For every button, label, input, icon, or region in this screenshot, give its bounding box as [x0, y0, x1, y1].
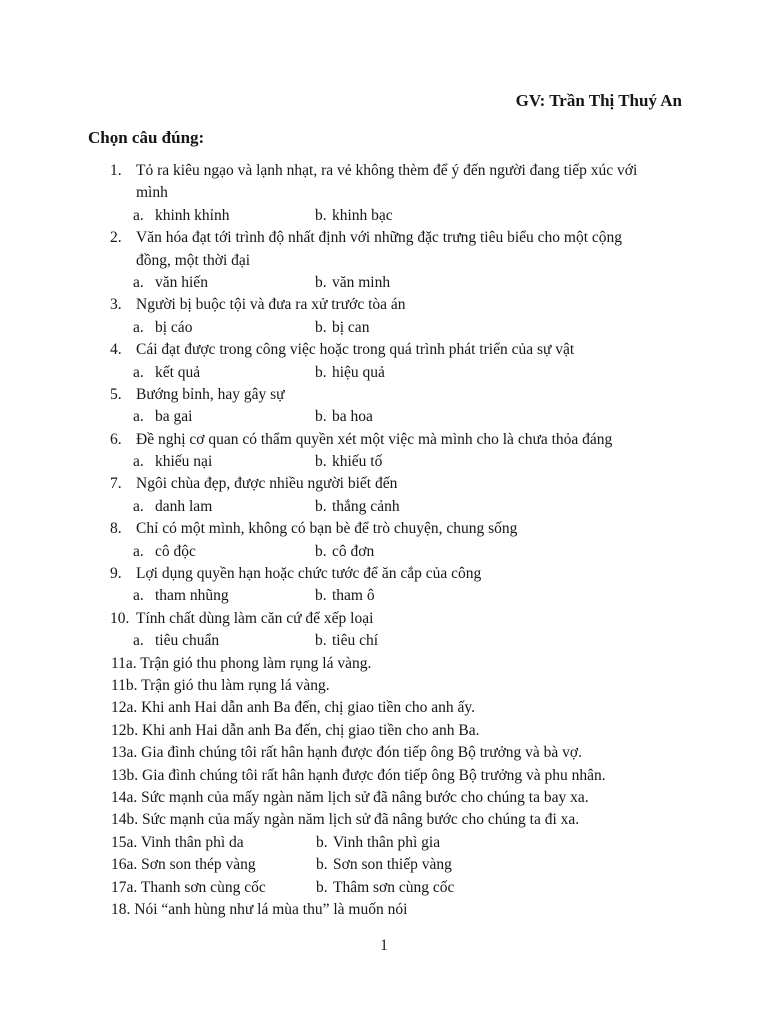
question-text: Đề nghị cơ quan có thẩm quyền xét một việc mà mình cho là chưa thỏa đáng [136, 430, 613, 448]
option-b-text: cô đơn [332, 542, 375, 560]
option-a-text: tiêu chuẩn [155, 632, 220, 650]
sentence-item [0, 809, 768, 831]
option-b [315, 632, 378, 649]
pair-b-text: Thâm sơn cùng cốc [333, 878, 455, 896]
question-text: Cái đạt được trong công việc hoặc trong quá trình phát triển của sự vật [136, 341, 575, 359]
option-b-label: b. [315, 453, 327, 471]
sentence-text: Khi anh Hai dẫn anh Ba đến, chị giao tiền cho anh ấy. [137, 699, 476, 717]
option-b-label: b. [315, 587, 327, 605]
option-b-text: thắng cảnh [332, 497, 400, 515]
question-text: Văn hóa đạt tới trình độ nhất định với những đặc trưng tiêu biểu cho một cộng [136, 229, 623, 247]
item-number: 10. [110, 609, 130, 627]
question-line [0, 518, 768, 540]
option-b [315, 587, 375, 604]
option-a-label: a. [133, 497, 144, 515]
item-number: 15a. [111, 833, 138, 851]
sentence-text: Sức mạnh của mấy ngàn năm lịch sử đã nâng bước cho chúng ta đi xa. [138, 811, 580, 829]
sentence-item [0, 742, 768, 764]
item-number: 13a. [111, 744, 138, 762]
option-b-label: b. [315, 408, 327, 426]
option-b [315, 453, 382, 470]
item-number: 1. [110, 162, 122, 179]
option-b-text: văn minh [332, 273, 391, 291]
pair-b [316, 854, 452, 876]
sentence-item [0, 899, 768, 921]
options-row [0, 630, 768, 652]
question-line [0, 250, 768, 272]
question-line [0, 608, 768, 630]
sentence-text: Gia đình chúng tôi rất hân hạnh được đón tiếp ông Bộ trưởng và bà vợ. [137, 744, 583, 762]
item-number: 6. [110, 430, 122, 448]
sentence-text: Khi anh Hai dẫn anh Ba đến, chị giao tiền cho anh Ba. [138, 721, 480, 739]
option-b [315, 274, 390, 291]
item-number: 18. [111, 900, 131, 918]
sentence-item [0, 653, 768, 675]
option-a [133, 317, 315, 339]
pair-a-text: Sơn son thép vàng [137, 856, 256, 874]
sentence-text: Trận gió thu phong làm rụng lá vàng. [136, 654, 372, 672]
option-a-text: danh lam [155, 497, 213, 515]
pair-b-label: b. [316, 878, 328, 896]
option-a-label: a. [133, 318, 144, 336]
item-number: 13b. [111, 766, 139, 784]
option-a-label: a. [133, 587, 144, 605]
item-number: 11a. [111, 654, 137, 672]
pair-a-text: Thanh sơn cùng cốc [137, 878, 266, 896]
option-b [315, 408, 373, 425]
sentence-item [0, 765, 768, 787]
question-text: Người bị buộc tội và đưa ra xử trước tòa án [136, 296, 406, 314]
question-text: mình [136, 184, 168, 202]
sentence-text: Nói “anh hùng như lá mùa thu” là muốn nói [130, 900, 408, 918]
pair-item [0, 877, 768, 899]
options-row [0, 541, 768, 563]
option-a [133, 541, 315, 563]
option-a [133, 585, 315, 607]
options-row [0, 272, 768, 294]
question-text: Lợi dụng quyền hạn hoặc chức tước để ăn cắp của công [136, 565, 482, 583]
sentence-item [0, 697, 768, 719]
option-a-text: ba gai [155, 408, 193, 426]
option-a [133, 451, 315, 473]
sentence-text: Sức mạnh của mấy ngàn năm lịch sử đã nâng bước cho chúng ta bay xa. [137, 788, 589, 806]
option-a-text: bị cáo [155, 318, 193, 336]
question-line [0, 473, 768, 495]
options-row [0, 496, 768, 518]
pair-b-label: b. [316, 856, 328, 874]
question-line [0, 160, 768, 182]
option-b-text: tiêu chí [332, 632, 379, 650]
options-row [0, 451, 768, 473]
option-a-label: a. [133, 363, 144, 381]
option-b-text: bị can [332, 318, 370, 336]
item-number: 7. [110, 475, 122, 493]
option-b-label: b. [315, 497, 327, 515]
question-text: Ngôi chùa đẹp, được nhiều người biết đến [136, 475, 398, 493]
question-text: đồng, một thời đại [136, 251, 251, 269]
option-b-label: b. [315, 363, 327, 381]
option-b [315, 207, 393, 224]
question-line [0, 294, 768, 316]
option-b-label: b. [315, 206, 327, 224]
item-number: 14a. [111, 788, 138, 806]
pair-b-text: Vinh thân phì gia [333, 833, 441, 851]
pair-b [316, 832, 440, 854]
option-b-text: ba hoa [332, 408, 373, 426]
option-a-label: a. [133, 453, 144, 471]
options-row [0, 205, 768, 227]
question-line [0, 182, 768, 204]
option-a-label: a. [133, 542, 144, 560]
question-line [0, 339, 768, 361]
options-row [0, 585, 768, 607]
section-heading: Chọn câu đúng: [88, 128, 205, 147]
author-line: GV: Trần Thị Thuý An [515, 91, 682, 110]
option-a [133, 205, 315, 227]
question-text: Bướng bỉnh, hay gây sự [136, 385, 285, 403]
option-b-text: tham ô [332, 587, 375, 605]
sentence-item [0, 720, 768, 742]
pair-b-label: b. [316, 833, 328, 851]
question-line [0, 384, 768, 406]
option-b-label: b. [315, 542, 327, 560]
options-row [0, 362, 768, 384]
question-list [0, 160, 768, 921]
option-a [133, 496, 315, 518]
item-number: 8. [110, 520, 122, 538]
pair-a-text: Vinh thân phì da [137, 833, 244, 851]
pair-item [0, 854, 768, 876]
pair-item [0, 832, 768, 854]
pair-b-text: Sơn son thiếp vàng [333, 856, 452, 874]
option-b [315, 319, 369, 336]
option-a-text: kết quả [155, 363, 201, 381]
option-a-text: cô độc [155, 542, 196, 560]
option-b-text: hiệu quả [332, 363, 385, 381]
sentence-item [0, 787, 768, 809]
item-number: 14b. [111, 811, 139, 829]
option-b-text: khiếu tố [332, 453, 383, 471]
item-number: 17a. [111, 878, 138, 896]
question-line [0, 563, 768, 585]
option-a-label: a. [133, 206, 144, 224]
option-b-text: khinh bạc [332, 206, 393, 224]
options-row [0, 317, 768, 339]
option-a-label: a. [133, 273, 144, 291]
options-row [0, 406, 768, 428]
question-line [0, 227, 768, 249]
item-number: 9. [110, 565, 122, 583]
item-number: 5. [110, 385, 122, 403]
option-a-label: a. [133, 632, 144, 650]
option-b [315, 364, 385, 381]
option-a-text: tham nhũng [155, 587, 229, 605]
item-number: 4. [110, 341, 122, 359]
sentence-item [0, 675, 768, 697]
sentence-text: Gia đình chúng tôi rất hân hạnh được đón tiếp ông Bộ trưởng và phu nhân. [138, 766, 606, 784]
option-a-text: khinh khỉnh [155, 206, 230, 224]
item-number: 3. [110, 296, 122, 314]
option-b-label: b. [315, 318, 327, 336]
question-line [0, 429, 768, 451]
pair-b [316, 877, 454, 899]
question-text: Tỏ ra kiêu ngạo và lạnh nhạt, ra vẻ không thèm để ý đến người đang tiếp xúc với [136, 162, 638, 179]
question-text: Chỉ có một mình, không có bạn bè để trò chuyện, chung sống [136, 520, 518, 538]
page-number: 1 [380, 937, 388, 954]
item-number: 12b. [111, 721, 139, 739]
option-a [133, 406, 315, 428]
option-a-label: a. [133, 408, 144, 426]
option-b [315, 543, 374, 560]
item-number: 11b. [111, 676, 138, 694]
option-a [133, 630, 315, 652]
item-number: 16a. [111, 856, 138, 874]
option-b-label: b. [315, 273, 327, 291]
option-a-text: khiếu nại [155, 453, 213, 471]
sentence-text: Trận gió thu làm rụng lá vàng. [137, 676, 330, 694]
item-number: 12a. [111, 699, 138, 717]
option-a [133, 362, 315, 384]
question-text: Tính chất dùng làm căn cứ để xếp loại [136, 609, 374, 627]
item-number: 2. [110, 229, 122, 247]
option-b-label: b. [315, 632, 327, 650]
option-a [133, 272, 315, 294]
option-b [315, 498, 400, 515]
option-a-text: văn hiến [155, 273, 208, 291]
